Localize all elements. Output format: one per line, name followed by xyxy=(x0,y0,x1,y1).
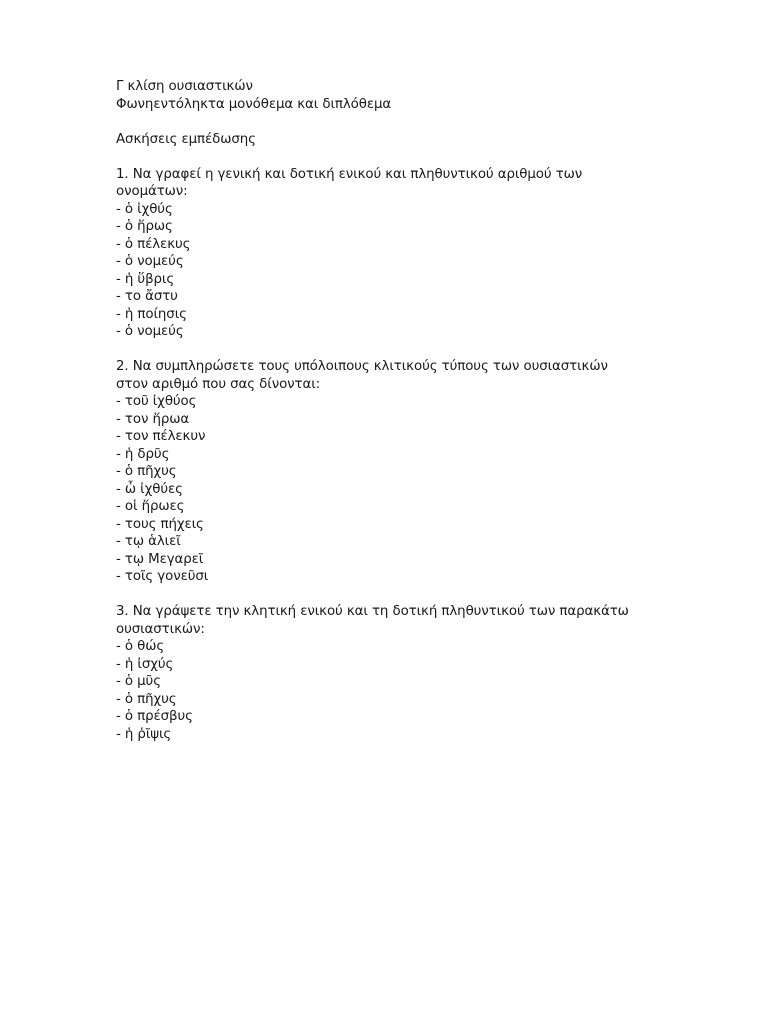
list-item: - ἡ ῥῖψις xyxy=(116,726,172,742)
exercise-2-instruction-line-1: 2. Να συμπληρώσετε τους υπόλοιπους κλιτικούς τύπους των ουσιαστικών xyxy=(116,359,608,374)
exercise-2 xyxy=(116,358,736,586)
exercise-2-instruction-line-2: στον αριθμό που σας δίνονται: xyxy=(116,376,321,392)
exercise-1-instruction-line-2: ονομάτων: xyxy=(116,184,188,199)
exercise-3-instruction-line-2: ουσιαστικών: xyxy=(116,621,205,637)
list-item: - ὁ νομεύς xyxy=(116,324,184,339)
exercise-1-list xyxy=(116,201,736,341)
list-item: - ὁ πέλεκυς xyxy=(116,236,191,252)
exercise-1 xyxy=(116,166,736,341)
exercise-2-list xyxy=(116,393,736,586)
list-item: - ἡ ἰσχύς xyxy=(116,656,174,672)
list-item: - ὁ νομεύς xyxy=(116,254,184,269)
list-item: - το ἄστυ xyxy=(116,289,178,304)
exercise-1-instruction-line-1: 1. Να γραφεί η γενική και δοτική ενικού και πληθυντικού αριθμού των xyxy=(116,166,583,182)
list-item: - ὁ πρέσβυς xyxy=(116,709,193,724)
document-page xyxy=(116,78,736,743)
document-title-line-2: Φωνηεντόληκτα μονόθεμα και διπλόθεμα xyxy=(116,96,392,112)
list-item: - ὦ ἰχθύες xyxy=(116,481,183,497)
exercise-3-list xyxy=(116,638,736,743)
document-subtitle: Ασκήσεις εμπέδωσης xyxy=(116,131,256,147)
document-title-line-1: Γ κλίση ουσιαστικών xyxy=(116,79,253,94)
list-item: - τῳ Μεγαρεῖ xyxy=(116,551,204,567)
exercise-3 xyxy=(116,603,736,743)
list-item: - τον πέλεκυν xyxy=(116,429,206,444)
list-item: - τοῦ ἰχθύος xyxy=(116,394,197,409)
list-item: - ἡ δρῦς xyxy=(116,446,170,462)
list-item: - ὁ θώς xyxy=(116,639,165,654)
spacer xyxy=(116,148,736,166)
list-item: - ὁ ἥρως xyxy=(116,219,173,234)
list-item: - ὁ μῦς xyxy=(116,674,161,689)
list-item: - τῳ ἁλιεῖ xyxy=(116,534,181,549)
list-item: - ὁ ἰχθύς xyxy=(116,201,173,217)
list-item: - ὁ πῆχυς xyxy=(116,464,177,479)
list-item: - οἱ ἥρωες xyxy=(116,499,185,514)
list-item: - τους πήχεις xyxy=(116,516,204,532)
spacer xyxy=(116,113,736,131)
spacer xyxy=(116,586,736,604)
exercise-3-instruction-line-1: 3. Να γράψετε την κλητική ενικού και τη δοτική πληθυντικού των παρακάτω xyxy=(116,604,629,619)
list-item: - τον ἥρωα xyxy=(116,411,190,427)
list-item: - τοῖς γονεῦσι xyxy=(116,569,209,584)
list-item: - ἡ ὕβρις xyxy=(116,271,175,287)
spacer xyxy=(116,341,736,359)
list-item: - ὁ πῆχυς xyxy=(116,691,177,707)
list-item: - ἡ ποίησις xyxy=(116,306,187,322)
